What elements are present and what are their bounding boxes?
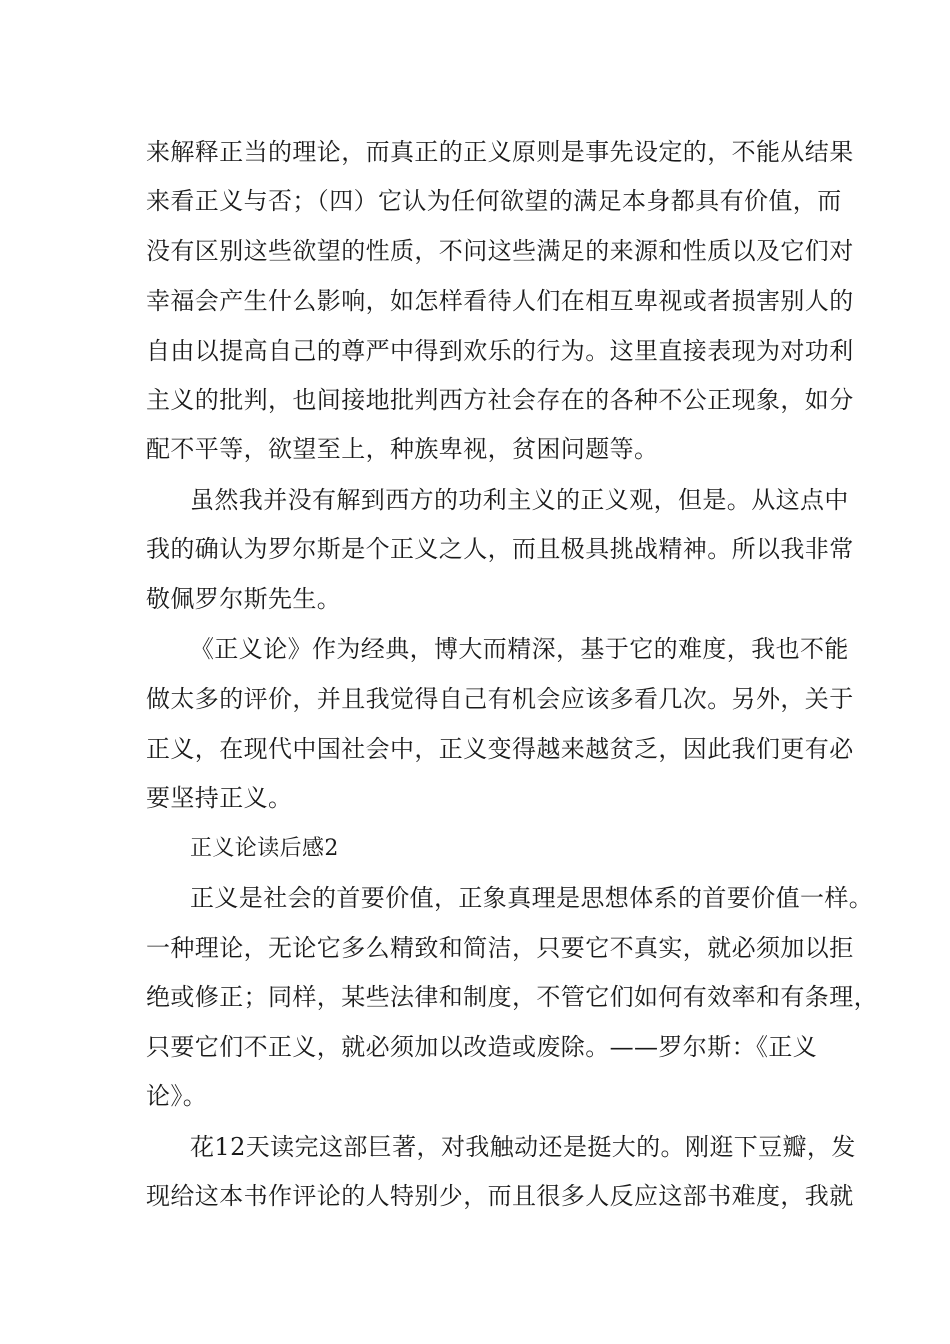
paragraph-first-line: 《正义论》作为经典，博大而精深，基于它的难度，我也不能 (190, 635, 849, 663)
text-line: 敬佩罗尔斯先生。 (146, 585, 342, 613)
text-line: 要坚持正义。 (146, 784, 293, 812)
text-line: 我的确认为罗尔斯是个正义之人，而且极具挑战精神。所以我非常 (146, 535, 854, 563)
section-heading: 正义论读后感2 (190, 836, 339, 861)
text-line: 论》。 (146, 1082, 208, 1110)
text-line: 做太多的评价，并且我觉得自己有机会应该多看几次。另外，关于 (146, 685, 854, 713)
text-line: 主义的批判，也间接地批判西方社会存在的各种不公正现象，如分 (146, 386, 854, 414)
text-line: 只要它们不正义，就必须加以改造或废除。——罗尔斯：《正义 (146, 1033, 818, 1061)
text-line: 自由以提高自己的尊严中得到欢乐的行为。这里直接表现为对功利 (146, 337, 854, 365)
text-line: 现给这本书作评论的人特别少，而且很多人反应这部书难度，我就 (146, 1182, 854, 1210)
text-line: 正义，在现代中国社会中，正义变得越来越贫乏，因此我们更有必 (146, 735, 854, 763)
paragraph-first-line: 正义是社会的首要价值，正象真理是思想体系的首要价值一样。 (190, 884, 874, 912)
paragraph-first-line: 虽然我并没有解到西方的功利主义的正义观，但是。从这点中 (190, 486, 849, 514)
text-line: 没有区别这些欲望的性质，不问这些满足的来源和性质以及它们对 (146, 237, 854, 265)
paragraph-first-line: 花12天读完这部巨著，对我触动还是挺大的。刚逛下豆瓣，发 (190, 1133, 856, 1161)
text-line: 来解释正当的理论，而真正的正义原则是事先设定的，不能从结果 (146, 138, 854, 166)
text-line: 绝或修正；同样，某些法律和制度，不管它们如何有效率和有条理， (146, 983, 878, 1011)
text-line: 幸福会产生什么影响，如怎样看待人们在相互卑视或者损害别人的 (146, 287, 854, 315)
text-line: 来看正义与否；（四）它认为任何欲望的满足本身都具有价值，而 (146, 187, 842, 215)
text-line: 一种理论，无论它多么精致和简洁，只要它不真实，就必须加以拒 (146, 934, 854, 962)
text-line: 配不平等，欲望至上，种族卑视，贫困问题等。 (146, 435, 659, 463)
